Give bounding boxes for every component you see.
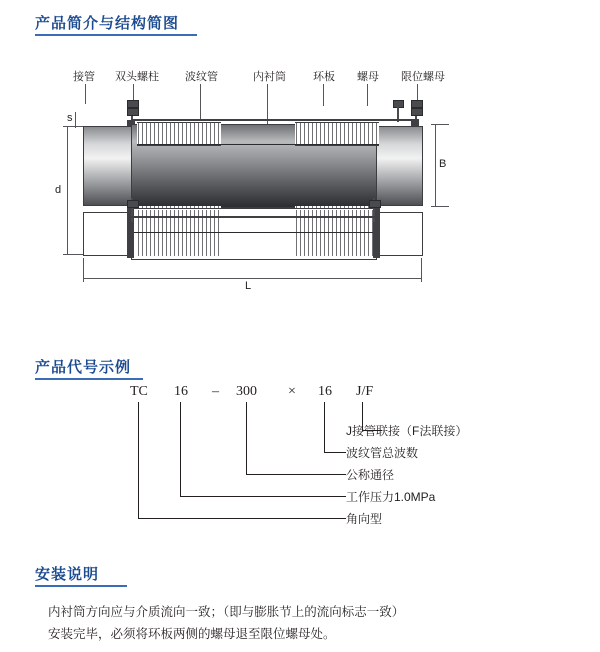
code-leader-waves [324, 402, 325, 452]
section-rule-install [35, 585, 127, 587]
lower-rod-span [131, 216, 375, 218]
dim-L-line [83, 278, 421, 279]
dim-label-B: B [439, 158, 447, 170]
code-leader-pressure [180, 402, 181, 496]
lower-pipe-left [83, 212, 133, 256]
install-note-line-2: 安装完毕，必须将环板两侧的螺母退至限位螺母处。 [48, 627, 336, 641]
code-token-16b: 16 [318, 384, 332, 399]
bellows-upper-right [295, 122, 379, 146]
dim-B-top [431, 124, 449, 125]
label-jieguan: 接管 [73, 71, 95, 83]
pipe-stub-left [83, 126, 133, 206]
label-bowenguan: 波纹管 [185, 71, 218, 83]
install-note-line-1: 内衬筒方向应与介质流向一致；（即与膨胀节上的流向标志一致） [48, 605, 405, 619]
label-luomu: 螺母 [357, 71, 379, 83]
lower-nut-right [369, 200, 381, 208]
code-token-16a: 16 [174, 384, 188, 399]
structure-diagram [45, 66, 555, 296]
leader-jieguan [85, 84, 86, 104]
dim-d-line [67, 126, 68, 254]
code-leaderh-dn [246, 474, 346, 475]
section-title-intro: 产品简介与结构简图 [35, 15, 180, 32]
code-desc-pressure: 工作压力1.0MPa [346, 490, 436, 504]
code-leader-type [138, 402, 139, 518]
dim-L-right [421, 258, 422, 282]
code-leaderh-type [138, 518, 346, 519]
code-token-times: × [288, 384, 296, 399]
dim-label-d: d [55, 184, 62, 196]
code-token-tc: TC [130, 384, 148, 399]
dim-L-left [83, 258, 84, 282]
dim-label-L: L [245, 280, 252, 292]
label-neichentong: 内衬筒 [253, 71, 286, 83]
code-desc-type: 角向型 [346, 512, 383, 526]
section-rule-intro [35, 34, 197, 36]
dim-B-line [435, 124, 436, 206]
leader-bowenguan [200, 84, 201, 120]
code-token-jf: J/F [356, 384, 374, 399]
dim-label-s: s [67, 112, 73, 124]
section-title-install: 安装说明 [35, 566, 100, 583]
dim-s-line [75, 112, 76, 128]
code-token-300: 300 [236, 384, 257, 399]
lower-nut-left [127, 200, 139, 208]
rod-span-upper [131, 119, 419, 121]
pipe-stub-right [373, 126, 423, 206]
code-desc-dn: 公称通径 [346, 468, 395, 482]
section-rule-code [35, 378, 143, 380]
code-leaderh-waves [324, 452, 346, 453]
code-leader-dn [246, 402, 247, 474]
code-desc-waves: 波纹管总波数 [346, 446, 419, 460]
nut-left-outer [127, 100, 139, 108]
label-shuangtou-luozhu: 双头螺柱 [115, 71, 159, 83]
code-leaderh-pressure [180, 496, 346, 497]
product-code-diagram [120, 384, 540, 534]
dim-B-bot [431, 206, 449, 207]
nut-right-inner [411, 108, 423, 116]
lower-center-line [131, 232, 375, 233]
inner-sleeve-line [137, 144, 379, 145]
leader-huanban [323, 84, 324, 106]
section-title-code: 产品代号示例 [35, 359, 132, 376]
nut-left-inner [127, 108, 139, 116]
label-xianwei-luomu: 限位螺母 [401, 71, 445, 83]
code-desc-jf: J接管联接（F法联接） [346, 424, 468, 438]
dim-d-top [63, 126, 83, 127]
code-token-dash: – [212, 384, 219, 399]
label-huanban: 环板 [313, 71, 335, 83]
lower-pipe-right [373, 212, 423, 256]
dim-d-bot [63, 254, 83, 255]
leader-luomu [367, 84, 368, 106]
nut-right-outer [411, 100, 423, 108]
bellows-upper-left [137, 122, 221, 146]
